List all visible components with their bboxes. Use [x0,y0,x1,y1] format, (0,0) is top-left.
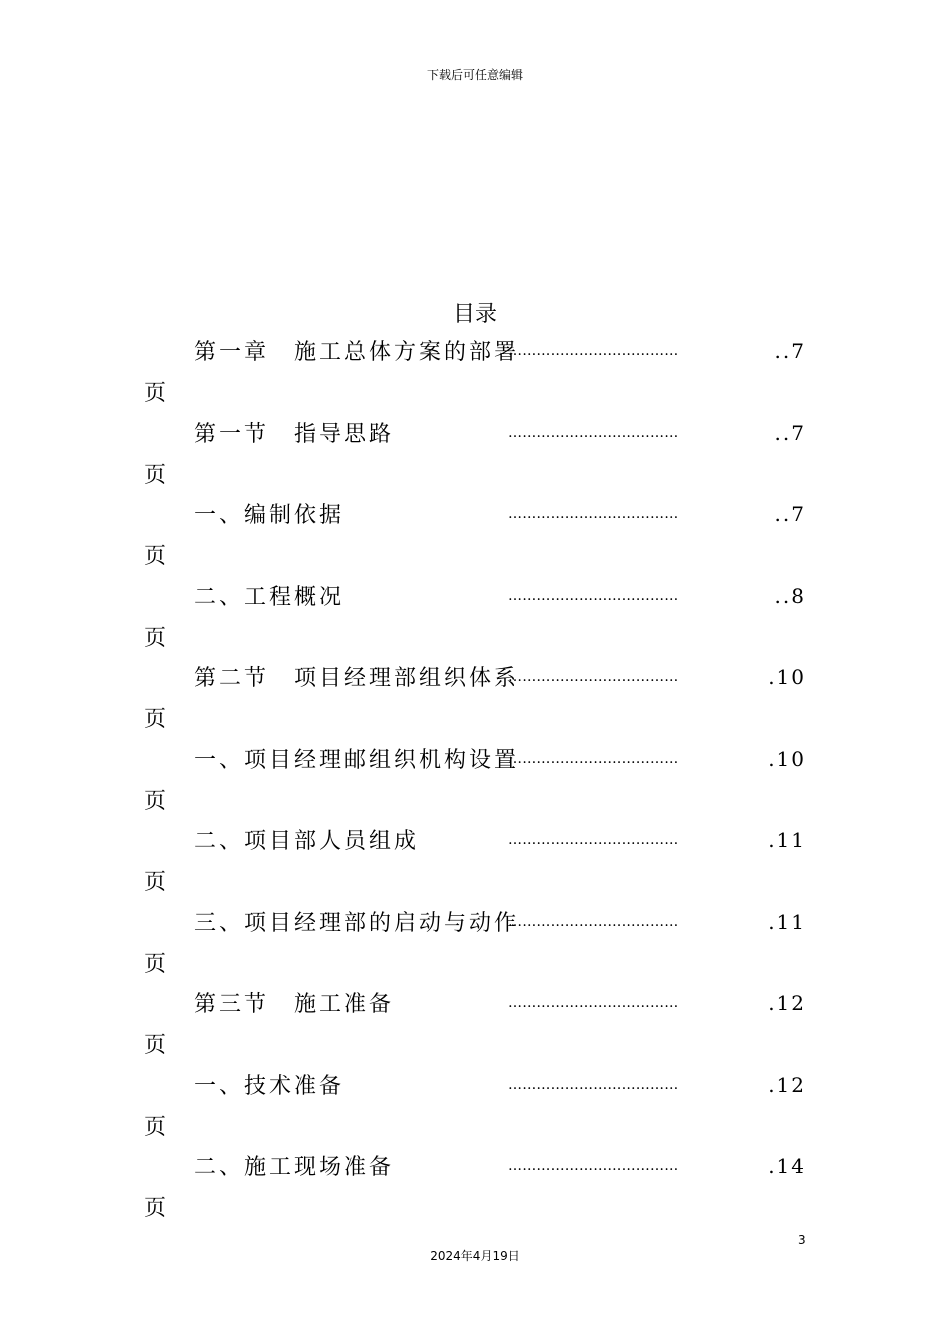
toc-page-number: .14 [768,1154,806,1178]
toc-page-suffix: 页 [144,951,167,977]
toc-page-suffix: 页 [144,1196,167,1221]
toc-page-suffix: 页 [144,707,167,732]
toc-entry[interactable] [0,1148,950,1230]
toc-entry-label: 一、编制依据 [194,503,345,528]
toc-leader-dots: ……………………………… [508,913,679,930]
toc-entry[interactable] [0,333,950,415]
toc-page-suffix: 页 [144,381,167,406]
toc-entry[interactable] [0,1067,950,1149]
toc-leader-dots: ……………………………… [508,750,679,767]
toc-entry-label: 二、工程概况 [194,584,345,610]
toc-page-suffix: 页 [144,625,167,651]
toc-leader-dots: ……………………………… [508,832,679,848]
toc-leader-dots: ……………………………… [508,1076,679,1093]
toc-entry-label: 三、项目经理部的启动与动作 [194,910,520,936]
toc-page-suffix: 页 [144,1114,167,1140]
toc-page-number: .10 [768,746,806,771]
toc-entry[interactable] [0,904,950,986]
toc-page-suffix: 页 [144,1033,167,1058]
page-number: 3 [798,1233,806,1247]
toc-entry-label: 第三节 施工准备 [194,992,395,1017]
toc-entry-label: 一、项目经理邮组织机构设置 [194,747,520,773]
toc-page-number: .10 [768,665,806,689]
toc-entry-label: 一、技术准备 [194,1073,345,1099]
toc-leader-dots: ……………………………… [508,669,679,685]
page-header: 下载后可任意编辑 [426,68,523,82]
toc-leader-dots: ……………………………… [508,506,679,522]
toc-entry[interactable] [0,822,950,904]
toc-leader-dots: ……………………………… [508,343,679,359]
toc-leader-dots: ……………………………… [508,1158,679,1174]
toc-page-number: ..7 [774,502,806,526]
toc-page-number: ..8 [774,583,806,608]
toc-entry[interactable] [0,985,950,1067]
table-of-contents [0,333,950,1230]
toc-entry[interactable] [0,741,950,823]
toc-entry-label: 第一章 施工总体方案的部署 [194,340,520,365]
toc-page-suffix: 页 [144,788,167,814]
toc-entry-label: 第二节 项目经理部组织体系 [194,666,520,691]
toc-page-number: .12 [768,991,806,1015]
toc-entry-label: 第一节 指导思路 [194,421,395,447]
toc-page-number: .12 [768,1072,806,1097]
toc-entry[interactable] [0,578,950,660]
toc-page-number: ..7 [774,420,806,445]
toc-page-suffix: 页 [144,544,167,569]
toc-entry[interactable] [0,415,950,497]
toc-page-number: .11 [768,909,806,934]
toc-page-number: .11 [768,828,806,852]
toc-page-suffix: 页 [144,870,167,895]
toc-page-suffix: 页 [144,462,167,488]
toc-leader-dots: ……………………………… [508,995,679,1011]
toc-entry[interactable] [0,659,950,741]
toc-entry-label: 二、施工现场准备 [194,1155,395,1180]
toc-leader-dots: ……………………………… [508,587,679,604]
page-footer-date: 2024年4月19日 [430,1249,520,1263]
toc-page-number: ..7 [774,339,806,363]
toc-leader-dots: ……………………………… [508,424,679,441]
toc-entry-label: 二、项目部人员组成 [194,829,420,854]
toc-entry[interactable] [0,496,950,578]
toc-title: 目录 [452,302,497,327]
